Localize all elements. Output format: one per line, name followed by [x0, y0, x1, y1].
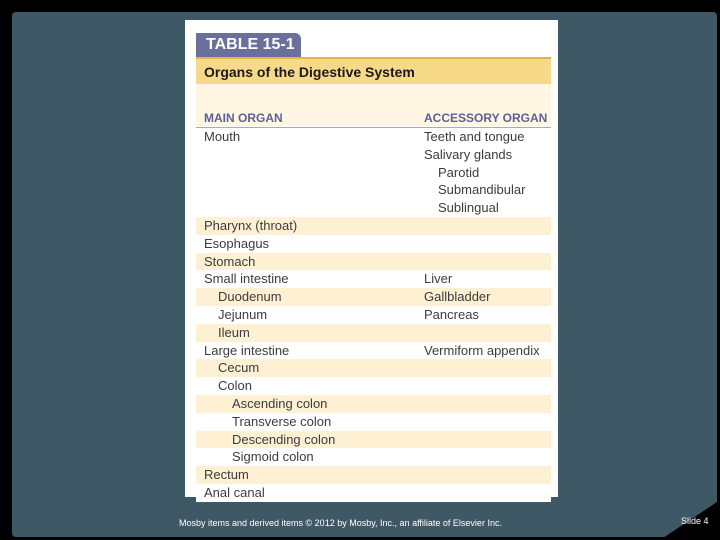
- main-organ-text: Small intestine: [204, 271, 289, 287]
- accessory-organ-text: Liver: [424, 271, 453, 287]
- main-organ-cell: [204, 359, 259, 377]
- copyright-footer: Mosby items and derived items © 2012 by Mosby, Inc., an affiliate of Elsevier Inc.: [179, 518, 502, 528]
- table-row: [196, 288, 551, 306]
- accessory-organ-cell: [424, 342, 540, 360]
- table-row: [196, 306, 551, 324]
- main-organ-text: Duodenum: [218, 289, 282, 305]
- main-organ-cell: [204, 431, 335, 449]
- accessory-organ-text: Sublingual: [438, 200, 499, 216]
- accessory-organ-cell: [424, 306, 479, 324]
- table-row: [196, 359, 551, 377]
- main-organ-cell: [204, 395, 327, 413]
- main-organ-cell: [204, 306, 267, 324]
- accessory-organ-cell: [424, 288, 491, 306]
- table-row: [196, 448, 551, 466]
- main-organ-text: Jejunum: [218, 306, 268, 322]
- table-card: [185, 20, 558, 500]
- table-row: [196, 484, 551, 502]
- table-row: [196, 377, 551, 395]
- main-organ-cell: [204, 484, 265, 502]
- accessory-organ-text: Vermiform appendix: [424, 342, 540, 358]
- main-organ-cell: [204, 128, 240, 146]
- table-row: [196, 431, 551, 449]
- main-organ-text: Ileum: [218, 324, 250, 340]
- slide-number: Slide 4: [681, 516, 709, 526]
- main-organ-text: Esophagus: [204, 235, 270, 251]
- main-organ-cell: [204, 413, 331, 431]
- main-organ-cell: [204, 466, 249, 484]
- table-row: [196, 217, 551, 235]
- main-organ-text: Cecum: [218, 360, 260, 376]
- table-number-tab: TABLE 15-1: [196, 33, 301, 57]
- table-header: [196, 84, 551, 126]
- table-row: [196, 128, 551, 217]
- main-organ-cell: [204, 448, 314, 466]
- main-organ-cell: [204, 342, 289, 360]
- table-body: [196, 128, 551, 508]
- accessory-organ-text: Teeth and tongue: [424, 129, 525, 144]
- accessory-organ-text: Parotid: [438, 164, 480, 180]
- accessory-organ-cell: [424, 128, 525, 217]
- table-row: [196, 466, 551, 484]
- accessory-organ-text: Salivary glands: [424, 146, 513, 162]
- accessory-organ-text: Gallbladder: [424, 289, 491, 305]
- main-organ-cell: [204, 235, 269, 253]
- main-organ-text: Mouth: [204, 129, 241, 144]
- main-organ-text: Pharynx (throat): [204, 218, 298, 233]
- table-row: [196, 324, 551, 342]
- table-row: [196, 253, 551, 271]
- main-organ-cell: [204, 324, 250, 342]
- main-organ-cell: [204, 377, 252, 395]
- accessory-organ-text: Submandibular: [438, 182, 526, 198]
- table-row: [196, 235, 551, 253]
- main-organ-text: Ascending colon: [232, 395, 328, 411]
- main-organ-text: Stomach: [204, 253, 256, 269]
- table-row: [196, 270, 551, 288]
- table-row: [196, 395, 551, 413]
- main-organ-text: Rectum: [204, 467, 249, 483]
- main-organ-text: Descending colon: [232, 431, 336, 447]
- main-organ-text: Sigmoid colon: [232, 449, 314, 465]
- table-title: Organs of the Digestive System: [196, 57, 551, 84]
- accessory-organ-cell: [424, 270, 452, 288]
- table-row: [196, 342, 551, 360]
- accessory-organ-text: Pancreas: [424, 306, 479, 322]
- header-accessory-organ: ACCESSORY ORGAN: [424, 111, 548, 125]
- main-organ-cell: [204, 253, 255, 271]
- main-organ-text: Large intestine: [204, 342, 290, 358]
- main-organ-text: Transverse colon: [232, 413, 332, 429]
- header-main-organ: MAIN ORGAN: [204, 111, 283, 125]
- main-organ-cell: [204, 288, 282, 306]
- main-organ-text: Colon: [218, 378, 252, 394]
- table-row: [196, 413, 551, 431]
- main-organ-cell: [204, 217, 297, 235]
- main-organ-text: Anal canal: [204, 484, 265, 500]
- main-organ-cell: [204, 270, 289, 288]
